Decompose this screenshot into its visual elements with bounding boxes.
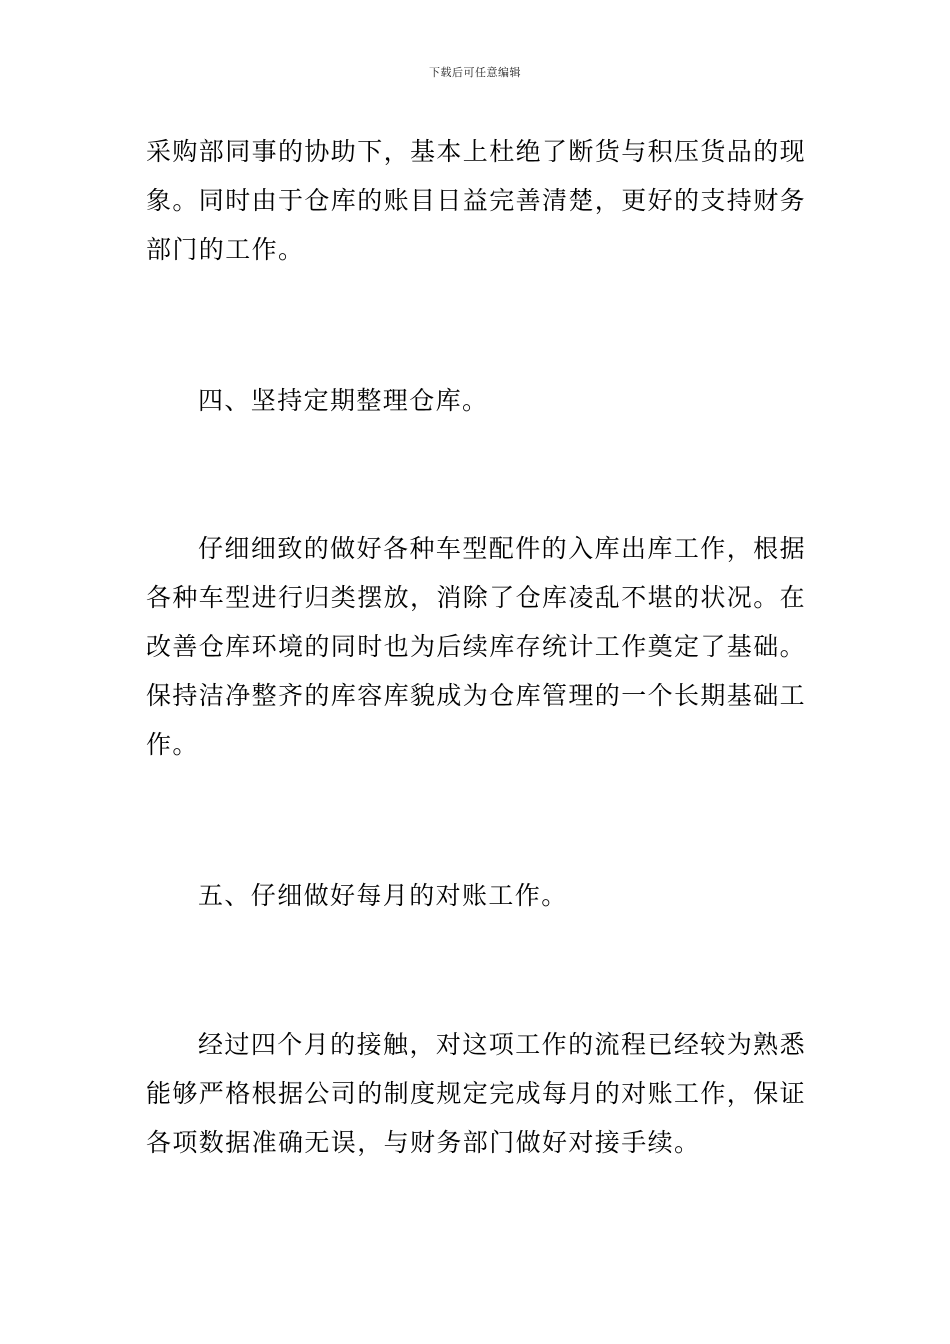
section-heading-5: 五、仔细做好每月的对账工作。: [198, 881, 568, 910]
paragraph-continuation: 采购部同事的协助下，基本上杜绝了断货与积压货品的现象。同时由于仓库的账目日益完善清楚，更好的支持财务部门的工作。: [146, 137, 807, 264]
paragraph-warehouse-organization: 仔细细致的做好各种车型配件的入库出库工作，根据各种车型进行归类摆放，消除了仓库凌乱不堪的状况。在改善仓库环境的同时也为后续库存统计工作奠定了基础。保持洁净整齐的库容库貌成为仓库管理的一个长期基础工作。: [146, 534, 807, 759]
page-header: 下载后可任意编辑: [429, 66, 521, 79]
section-heading-4: 四、坚持定期整理仓库。: [198, 386, 489, 415]
paragraph-monthly-reconciliation: 经过四个月的接触，对这项工作的流程已经较为熟悉能够严格根据公司的制度规定完成每月的对账工作，保证各项数据准确无误，与财务部门做好对接手续。: [146, 1030, 807, 1157]
